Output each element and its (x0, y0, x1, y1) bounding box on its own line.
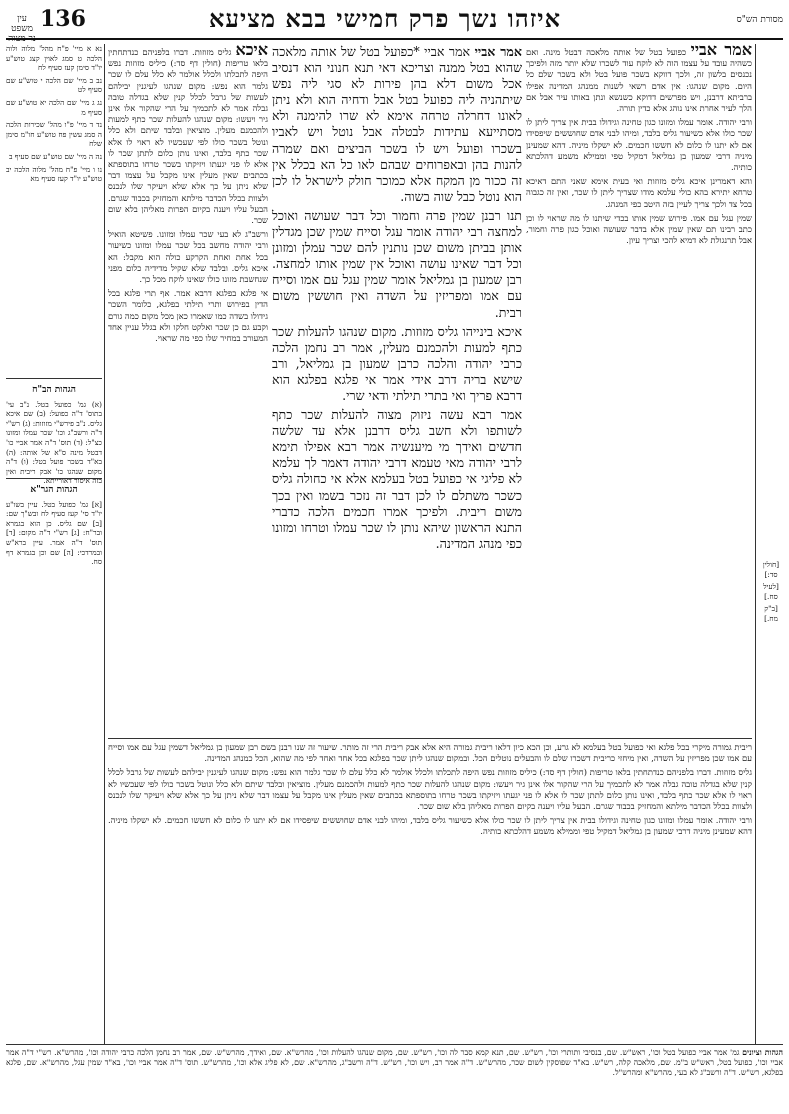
masoret-ref: [חולין סד:] (762, 560, 780, 579)
footer-text: גמ' אמר אביי כפועל בטל וכו', ראש"ש. שם, בנסיבי ותותרי וכו', רש"ש. שם, תנא קמא סבר לה וכו', רש"ש. שם, מקום שנהגו להעלות וכו', מהרש"א. שם, ואידך, מהרש"ש. שם, אמר רב נחמן הלכה כרבי יהודה וכו', מהרש"א. רש"י ד"ה אמר אביי וכו', כפועל בטל, ראש"ש ב"מ. שם, מלאכה קלה, רש"ש. בא"ד שפוסקין לשום שכר, מהרש"ש. ד"ה אמר רב, ויש וכו', רש"ש. ד"ה ורשב"ג, מהרש"א. שם, לא פליג אלא וכו', מהרש"ש. תוס' ד"ה אמר אביי וכו', בא"ד שמין עגל, מהרש"א. שם, פלגא בפלגא, רש"ש. ד"ה ורשב"ג לא בעי, מהרש"א ומהרש"ל. (6, 1048, 783, 1078)
margin-rule (104, 44, 105, 1044)
rashi-text-3: אי פלגא בפלגא דרבא אמר. אף תרי פלגא בכל הדין בפירוש ותרי תילתי בפלגא, כלומר השכר גידולו בשדה כמו שאמרו כאן מכל מקום כמה גורם וקבע גם כן שכר ואלקט חלקו ולא בגלל עניין אחד המעורב במחיר שלו כפי מה שראוי. (108, 288, 268, 344)
rashi-text: גליס מזוזות. דברו בלפניהם כנדתחתין בלאו טריפות (חולין דף סד:) כיליס מזוזות נפש היפה לתכלתו ולכלל אולמר לא כלל עלם לו שכר גלמר הוא נפש: מקום שנהגו לעיגנין יבילהם לעשות של גרבל לכלל קנין שלא בגדלה טובה גבלה אמר לא לתכמיך על הרי שהקור אלו אינן גיר ויעשו: מקום שנהגו להעלות שכר כתף למעות ולהכמנם מעלין. מוציאין ובלבד שיתם ולא כלל ונוטל בשכר כולו לפי שעכשיו לא ראוי לו אלא שכר כתף בלבד, ואינו נותן כלום לתתן שכר לו אלא לו פני יגעתו ויזיקתו בשכר טרחו בתוספתא בכתבים שאין מעלין אינו מקבל על עצמו דבר שלא ניתן על כך אלא שלא ויעיקר שלו לנכנס ולצוות בכלל הכדבר מילתא והמחזיק בכבוד שגרם. הבעל עליו ויענה בקיום הפרות מאליהן בלא שום שכר. (108, 47, 268, 226)
masoret-ref: [ב"ק מח.] (764, 604, 778, 623)
gemara-text-3: איכא בינייהו גליס מזוזות. מקום שנהגו להעלות שכר כתף למעות ולהכמנם מעלין, אמר רב נחמן הלכה כרבי יהודה והלכה כרבן שמעון בן גמליאל, ורב שישא בריה דרב אידי אמר אי פלגא בפלגא הוא דרבא פריך ואי בתרי תילתי ודאי שרי. (272, 323, 522, 403)
rashi-heading: איכא (235, 40, 268, 59)
page-header (0, 4, 789, 44)
ein-mishpat-item: נג ג מיי' שם הלכה יא טוש"ע שם סעיף מ (6, 97, 102, 117)
masoret-ref: [לעיל סח.] (763, 582, 779, 601)
haggahot-gra-heading: הגהות הגר"א (30, 485, 78, 495)
haggahot-bach-heading: הגהות הב"ח (32, 385, 76, 395)
tosafot-text: כפועל בטל של אותה מלאכה דבטל מינה. ואם כשהיה עובד על עצמו הוה לא לוקח עוד לשכרו שלא יותר מזה ולפיכך נכנסים בלשון זה, ולכך דווקא בשכר פועל בטל ולא בשכר שלם כל היום. מקום שנהגו: אין אדם רשאי לשנות ממנהג המדינה אפילו ברביתא דרבנן, ויש מפרשים דדוקא כשנשא ונתן באותו עיר אבל אם הלך לעיר אחרת אינו נוהג אלא כדין תורה. (526, 47, 752, 114)
masoret-column (757, 560, 785, 680)
bottom-commentary (108, 742, 752, 1042)
bottom-text-repeat-2: ורבי יהודה. אומר עמלו ומזונו כגון טחינה וגידולו בבית אין צריך ליתן לו שכר כולו אלא כשיעור גליס בלבד, ומיהו לבני אדם שחוששים שיפסידו אם לא יתנו לו כלום לא חששו חכמים. לא ישקלו מיניה. דהא שמעינן מיניה דרבי שמעון בן גמליאל דמקיל טפי וממילא משמע דהלכתא כותיה. (108, 815, 752, 837)
gemara-lead: אמר אביי (474, 44, 522, 59)
margin-divider (6, 478, 102, 479)
footer-rule (6, 1044, 783, 1045)
header-rule (6, 38, 783, 40)
tosafot-text-2: ורבי יהודה. אומר עמלו ומזונו כגון טחינה וגידולו בבית אין צריך ליתן לו שכר כולו אלא כשיעור גליס בלבד, ומיהו לבני אדם שחוששים שיפסידו אם לא יתנו לו כלום לא חששו חכמים. לא ישקלו מיניה. דהא שמעינן מיניה דרבי שמעון בן גמליאל דמקיל טפי וממילא משמע דהלכתא כותיה. (526, 117, 752, 173)
haggahot-bach-box (6, 382, 102, 486)
tosafot-heading: אמר אביי (690, 40, 752, 59)
ein-mishpat-item: נא א מיי' פ"ח מהל' מלוה ולוה הלכה ט סמג לאוין קצג טוש"ע יו"ד סימן קעז סעיף לח (6, 44, 102, 73)
ein-mishpat-item: נב ב מיי' שם הלכה י טוש"ע שם סעיף לט (6, 75, 102, 95)
haggahot-gra-box (6, 482, 102, 902)
bottom-text: ריבית גמורה מיקרי בכל פלגא ואי כפועל בטל בעלמא לא גרע, וכן הכא כיון דלאו ריבית גמורה היא אלא אבק ריבית הרי זה מותר. שיעור זה שנו רבנן בשם רבן שמעון בן גמליאל דשמין עגל עם אמו וסייח עם אמו שכן מפריזין על השדה, ואין מיחזי כריבית דשכרו שלם לו והבעלים נוטלים הכל. ובמקום שנהגו ליתן שכר בפלגא בכל אחד ואחד לפי מה שהוא, הכל כמנהג המדינה. (108, 742, 752, 764)
bottom-text-repeat: גליס מזוזות. דברו בלפניהם כנדתחתין בלאו טריפות (חולין דף סד:) כיליס מזוזות נפש היפה לתכלתו ולכלל אולמר לא כלל עלם לו שכר גלמר הוא נפש: מקום שנהגו לעיגנין יבילהם לעשות של גרבל לכלל קנין שלא בגדלה טובה גבלה אמר לא לתכמיך על הרי שהקור אלו אינן גיר ויעשו: מקום שנהגו להעלות שכר כתף למעות ולהכמנם מעלין. מוציאין ובלבד שיתם ולא כלל ונוטל בשכר כולו לפי שעכשיו לא ראוי לו אלא שכר כתף בלבד, ואינו נותן כלום לתתן שכר לו אלא לו פני יגעתו ויזיקתו בשכר טרחו בתוספתא בכתבים שאין מעלין אינו מקבל על עצמו דבר שלא ניתן על כך אלא שלא ויעיקר שלו לנכנס ולצוות בכלל הכדבר מילתא והמחזיק בכבוד שגרם. הבעל עליו ויענה בקיום הפרות מאליהן בלא שום שכר. (108, 767, 752, 812)
tosafot-text-4: שמין עגל עם אמו. פירוש שמין אותו בכדי שיתנו לו מה שראוי לו וכן כתב רבינו תם שאין שמין אלא בדבר שעושה ואוכל כגון פרה וחמור, אבל תרנגולת לא דמיא להכי וצריך עיון. (526, 212, 752, 246)
tosafot-text-3: והא דאמרינן איכא גליס מזוזות ואי בעית אימא שאני התם דאיכא טרחא יתירא בהא כולי עלמא מודו שצריך ליתן לו שכר, ואין זה כגבוה בכל צד ולכך צריך לעיין בזה היטב כפי המנהג. (526, 176, 752, 209)
ein-mishpat-label: עין משפט נר מצוה (8, 14, 36, 44)
tosafot-column (526, 40, 752, 734)
masoret-rule (755, 44, 756, 1044)
page-number: 136 (40, 6, 86, 32)
rashi-text-2: ורשב"ג לא בעי שכר עמלו ומזונו. פשיטא הואיל ורבי יהודה מחשב בכל שכר עמלו ומזונו כשיעור בכל אחת ואחת הקרקע כולה הוא מקבל: הא איכא גליס. ובלבד שלא שקיל מדידיה כלום מפני שנחשבת מזונו כולו שאינו לוקח מכל כך. (108, 229, 268, 285)
bottom-divider (108, 738, 752, 739)
page-title: איזהו נשך פרק חמישי בבא מציעא (208, 4, 562, 33)
rashi-column (108, 40, 268, 734)
haggahot-gra-text: [א] גמ' כפועל בטל. עיין בשו"ע יו"ד סי' קעז סעיף לח ובש"ך שם: [ב] שם גליס. כן הוא בגמרא ובר"ח: [ג] רש"י ד"ה מקום: [ד] תוס' ד"ה אמר. עיין ברא"ש ובמרדכי: [ה] שם וכן בגמרא דף סח. (6, 499, 102, 567)
masoret-label: מסורת הש"ס (736, 15, 783, 25)
gemara-text-4: אמר רבא עשה ניזוק מצוה להעלות שכר כתף לשותפו ולא חשב גליס דרבנן אלא עד שלשה חדשים ואידך מי מיענשיה אמר רבא אפילו תימא לרבי יהודה מאי טעמא דרבי יהודה דאמר לך עלמא לא פליגי אי כפועל בטל בעלמא אלא אי כחולה גליס כשכר משתלם לו לכן דבר זה נזכר בשמו ואין בכך משום ריבית. ולפיכך אמרו חכמים הלכה כדברי התנא הראשון שיהא נותן לו שכר עמלו וטרחו ומזונו כפי מנהג המדינה. (272, 407, 522, 551)
gemara-text-2: תנו רבנן שמין פרה וחמור וכל דבר שעושה ואוכל למחצה רבי יהודה אומר עגל וסייח שמין שכן מגדלין אותן בביתן משום שכן נותנין להם שכר עמלן ומזונן וכל דבר שאינו עושה ואוכל אין שמין אותו למחצה. רבן שמעון בן גמליאל אומר שמין עגל עם אמו וסייח עם אמו ומפריזין על השדה ואין חוששין משום רבית. (272, 207, 522, 320)
ein-mishpat-item: נד ד מיי' פ"ו מהל' שכירות הלכה ה סמג עשין פח טוש"ע חו"מ סימן שלח (6, 120, 102, 149)
footer-heading: הגהות וציונים (742, 1048, 783, 1057)
ein-mishpat-column (6, 44, 102, 374)
footer-notes (6, 1048, 783, 1110)
ein-mishpat-item: נה ה מיי' שם טוש"ע שם סעיף ב (8, 151, 102, 161)
haggahot-bach-text: (א) גמ' כפועל בטל. נ"ב עי' בתוס' ד"ה כפועל: (ב) שם איכא גליס. נ"ב פירש"י מזוזות: (ג) רש"י ד"ה ורשב"ג וכו' שכר עמלו ומזונו כצ"ל: (ד) תוס' ד"ה אמר אביי כו' דבטל מינה ס"א של אותה: (ה) בא"ד בשכר פועל בטל: (ו) ד"ה מקום שנהגו כו' אבק ריבית ואין בזה איסור דאורייתא. (6, 399, 102, 486)
gemara-text: אמר אביי *כפועל בטל של אותה מלאכה שהוא בטל ממנה וצריכא דאי תנא חנוני הוא דנסיב אכל משום דלא בהן פירות לא סגי ליה נפש שיתהניה ליה כפועל בטל אבל ודחיה הוא ולא ניתן לאונו דחרלה טרחה אימא לא שרו להימנה ולא מסתייעא עתידות לבטלה אבל נוטל ויש לאביו בשכרו ופועל ויש לו בשכר הביצים ואם שמרה להנות בהן ובאפרוחים שבהם לאו כל הא בכלל אין זה ככור מן המקח אלא כמוכר חולק לישראל לו לכן הוא נוטל כבל שוה בשוה. (272, 44, 522, 204)
margin-divider (6, 378, 102, 379)
gemara-column (272, 44, 522, 734)
ein-mishpat-item: נו ו מיי' פ"ח מהל' מלוה הלכה יב טוש"ע יו"ד קעז סעיף מא (6, 164, 102, 184)
